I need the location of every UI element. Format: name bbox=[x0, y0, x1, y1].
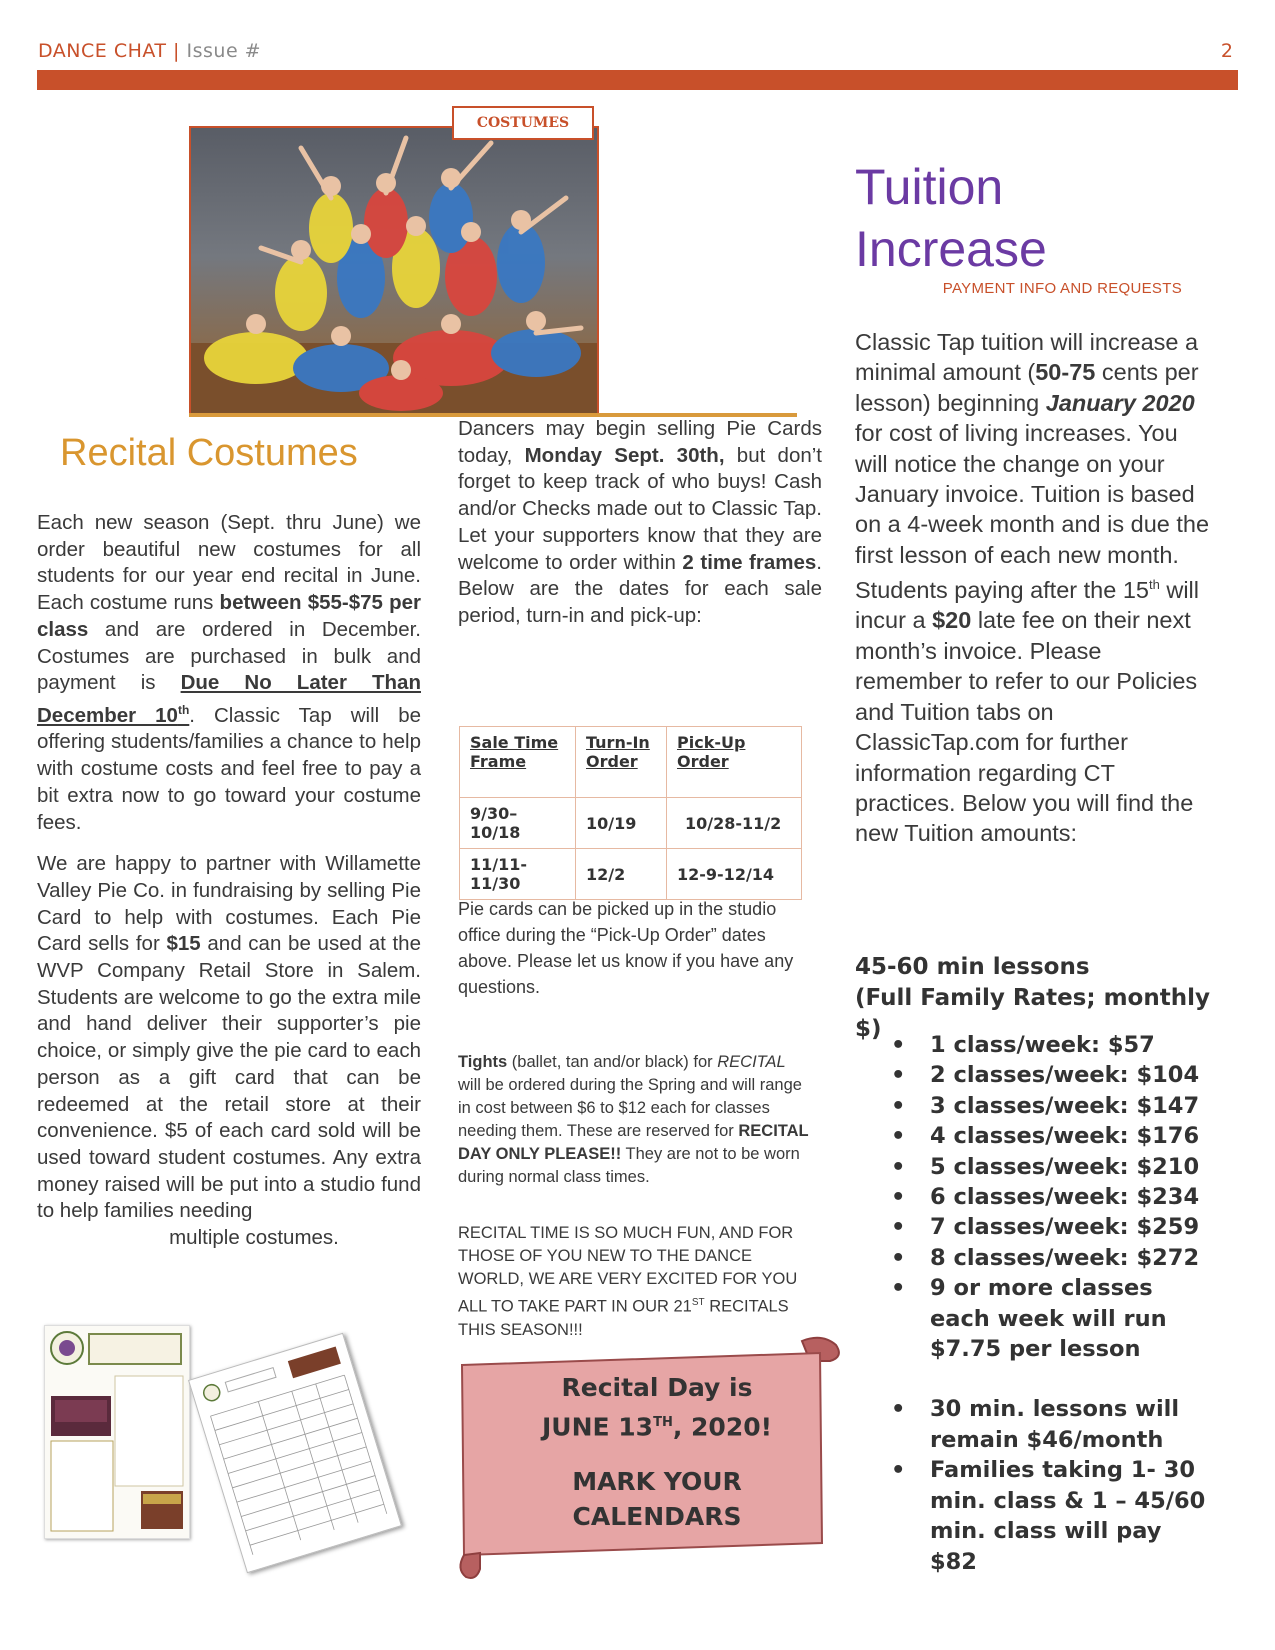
recital-costumes-body bbox=[37, 510, 421, 1267]
order-form-illustration bbox=[189, 1334, 400, 1572]
pie-card-schedule-table bbox=[459, 726, 802, 900]
list-item: • 5 classes/week: $210 bbox=[855, 1152, 1215, 1182]
list-item: • 2 classes/week: $104 bbox=[855, 1060, 1215, 1090]
pie-pickup-note: Pie cards can be picked up in the studio office during the “Pick-Up Order” dates above. Please let us know if you have any questions. bbox=[458, 899, 794, 997]
table-cell: 9/30–10/18 bbox=[460, 798, 576, 849]
table-header-cell: Sale Time Frame bbox=[460, 727, 576, 798]
table-row bbox=[460, 849, 802, 900]
table-header-row bbox=[460, 727, 802, 798]
list-item: • 6 classes/week: $234 bbox=[855, 1182, 1215, 1212]
tuition-rates-list bbox=[855, 1030, 1215, 1577]
photo-caption-tag: COSTUMES bbox=[452, 106, 594, 140]
pie-flyer-illustration bbox=[45, 1326, 189, 1538]
table-cell: 12-9-12/14 bbox=[667, 849, 802, 900]
pie-order-form-image bbox=[188, 1333, 402, 1574]
pie-card-flyer-image bbox=[44, 1325, 190, 1539]
tuition-heading: Tuition Increase bbox=[855, 159, 1047, 277]
table-cell: 10/28-11/2 bbox=[667, 798, 802, 849]
list-item: • 4 classes/week: $176 bbox=[855, 1121, 1215, 1151]
list-item: • 3 classes/week: $147 bbox=[855, 1091, 1215, 1121]
list-item: • 1 class/week: $57 bbox=[855, 1030, 1215, 1060]
table-row bbox=[460, 798, 802, 849]
list-item: • 9 or more classes each week will run $7.75 per lesson bbox=[855, 1273, 1215, 1364]
recital-costumes-heading: Recital Costumes bbox=[60, 432, 358, 474]
recital-excitement-note: RECITAL TIME IS SO MUCH FUN, AND FOR THOSE OF YOU NEW TO THE DANCE WORLD, WE ARE VERY EXCITED FOR YOU ALL TO TAKE PART IN OUR 21ST RECITALS THIS SEASON!!! bbox=[458, 1224, 798, 1339]
list-item: • 8 classes/week: $272 bbox=[855, 1243, 1215, 1273]
pie-partner-paragraph: We are happy to partner with Willamette Valley Pie Co. in fundraising by selling Pie Card to help with costumes. Each Pie Card sells for $15 and can be used at the WVP Company Retail Store in Salem. Students are welcome to go the extra mile and hand deliver their supporter’s pie choice, or simply give the pie card to each person as a gift card that can be redeemed at the retail store at their convenience. $5 of each card sold will be used toward student costumes. Any extra money raised will be put into a studio fund to help families needing multiple costumes. bbox=[37, 852, 421, 1250]
dancers-photo bbox=[189, 126, 599, 416]
tights-paragraph: Tights (ballet, tan and/or black) for RECITAL will be ordered during the Spring and will range in cost between $6 to $12 each for classes needing them. These are reserved for RECITAL DAY ONLY PLEASE!! They are not to be worn during normal class times. bbox=[458, 1053, 809, 1186]
costume-paragraph: Each new season (Sept. thru June) we order beautiful new costumes for all students for our year end recital in June. Each costume runs between $55-$75 per class and are ordered in December. Costumes are purchased in bulk and payment is Due No Later Than December 10th. Classic Tap will be offering students/families a chance to help with costume costs and feel free to pay a bit extra now to go toward your costume fees. bbox=[37, 511, 422, 834]
table-cell: 12/2 bbox=[576, 849, 667, 900]
newsletter-title bbox=[38, 40, 261, 62]
newsletter-name: DANCE CHAT bbox=[38, 40, 167, 62]
tuition-body: Classic Tap tuition will increase a minimal amount (50-75 cents per lesson) beginning January 2020 for cost of living increases. You will notice the change on your January invoice. Tuition is based on a 4-week month and is due the first lesson of each new month. Students paying after the 15th will incur a $20 late fee on their next month’s invoice. Please remember to refer to our Policies and Tuition tabs on ClassicTap.com for further information regarding CT practices. Below you will find the new Tuition amounts: bbox=[855, 329, 1210, 847]
table-cell: 11/11-11/30 bbox=[460, 849, 576, 900]
table-cell: 10/19 bbox=[576, 798, 667, 849]
list-item: • 30 min. lessons will remain $46/month bbox=[855, 1394, 1215, 1455]
recital-day-line: Recital Day is bbox=[561, 1373, 753, 1402]
header-bar bbox=[37, 70, 1238, 90]
page-number: 2 bbox=[1220, 40, 1233, 62]
mark-calendar-line: MARK YOUR bbox=[572, 1467, 742, 1497]
recital-day-text bbox=[492, 1370, 822, 1534]
recital-date-line: JUNE 13TH, 2020! bbox=[541, 1412, 773, 1442]
title-separator: | bbox=[173, 40, 180, 62]
pie-card-intro: Dancers may begin selling Pie Cards today, Monday Sept. 30th, but don’t forget to keep track of who buys! Cash and/or Checks made out to Classic Tap. Let your supporters know that they are welcome to order within 2 time frames. Below are the dates for each sale period, turn-in and pick-up: bbox=[458, 417, 822, 627]
calendars-line: CALENDARS bbox=[572, 1502, 742, 1532]
table-header-cell: Turn-In Order bbox=[576, 727, 667, 798]
dancers-illustration bbox=[191, 128, 597, 414]
list-item: • 7 classes/week: $259 bbox=[855, 1212, 1215, 1242]
tuition-subheading: PAYMENT INFO AND REQUESTS bbox=[942, 280, 1182, 297]
list-item: • Families taking 1- 30 min. class & 1 – 45/60 min. class will pay $82 bbox=[855, 1455, 1215, 1577]
table-header-cell: Pick-Up Order bbox=[667, 727, 802, 798]
issue-number: Issue # bbox=[186, 40, 262, 62]
rates-heading: 45-60 min lessons (Full Family Rates; monthly $) bbox=[855, 954, 1210, 1042]
